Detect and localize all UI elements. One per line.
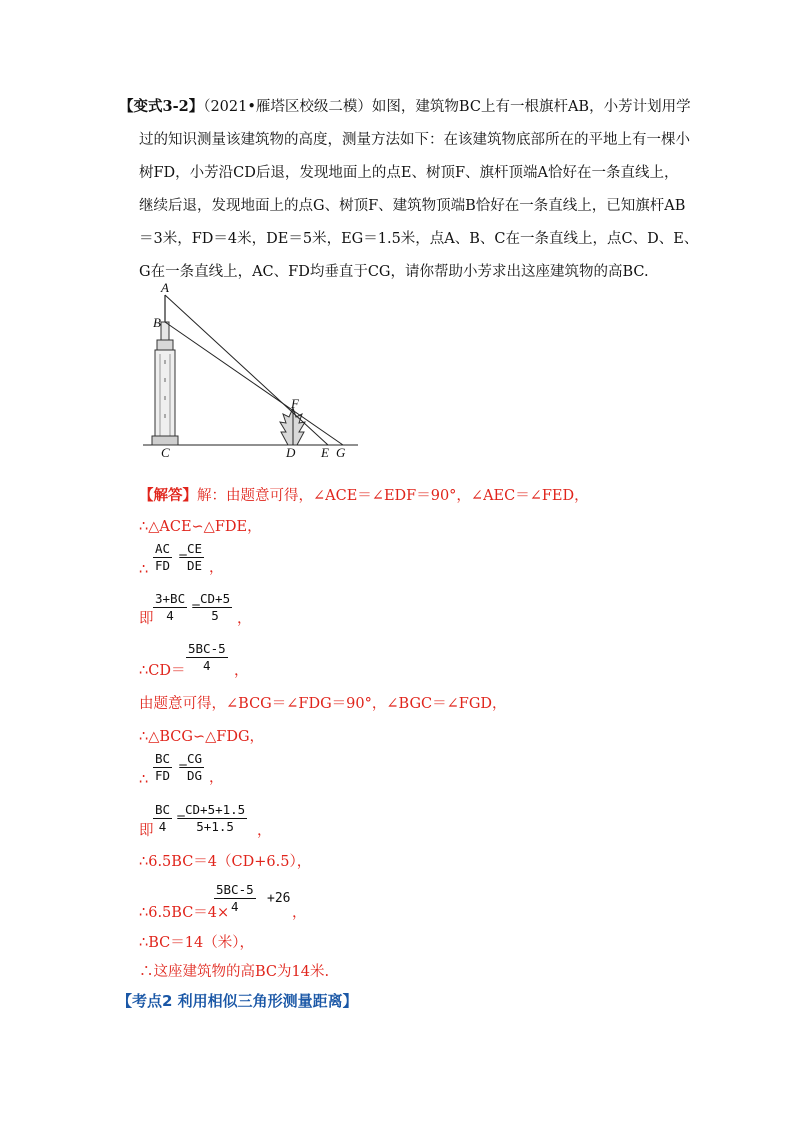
comma-6: ， <box>292 905 307 921</box>
fraction-3bc-4: $\frac{3+BC}{4}$ <box>155 591 186 623</box>
solution-text-1: 解：由题意可得，∠ACE＝∠EDF＝90°，∠AEC＝∠FED， <box>197 488 589 504</box>
solution-line-6a: ∴6.5BC＝4× <box>139 905 230 921</box>
problem-line-1 <box>119 97 691 117</box>
plus-26: +26 <box>267 891 291 906</box>
label-d: D <box>286 445 296 460</box>
solution-tag: 【解答】 <box>139 487 197 504</box>
problem-line-4: 继续后退，发现地面上的点G、树顶F、建筑物顶端B恰好在一条直线上，已知旗杆AB <box>139 198 686 214</box>
building <box>152 322 178 445</box>
fraction-cd65: $\frac{CD+5+1.5}{5+1.5}$ <box>185 802 246 834</box>
solution-line-1 <box>139 486 589 506</box>
line-a-e <box>165 295 328 445</box>
comma-5: ， <box>257 823 272 839</box>
figure-svg <box>140 282 370 462</box>
comma-2: ， <box>237 611 252 627</box>
label-g: G <box>336 445 346 460</box>
fraction-cd5-5: $\frac{CD+5}{5}$ <box>200 591 231 623</box>
solution-line-3: 由题意可得，∠BCG＝∠FDG＝90°，∠BGC＝∠FGD， <box>139 696 507 712</box>
label-b: B <box>153 315 161 330</box>
therefore-2: ∴ <box>139 772 149 788</box>
fraction-bc-fd: $\frac{BC}{FD}$ <box>155 751 171 783</box>
geometry-figure <box>140 282 370 462</box>
cd-equals: ∴CD＝ <box>139 663 186 679</box>
therefore-1: ∴ <box>139 562 149 578</box>
fraction-6: $\frac{5BC-5}{4}$ <box>216 882 254 914</box>
fraction-bc-4: $\frac{BC}{4}$ <box>155 802 171 834</box>
equals-3: = <box>178 759 189 773</box>
label-f: F <box>291 396 299 411</box>
section-heading: 【考点2 利用相似三角形测量距离】 <box>117 992 358 1010</box>
solution-line-7: ∴BC＝14（米）， <box>139 935 254 951</box>
ji-1: 即 <box>139 611 154 627</box>
label-a: A <box>161 280 169 295</box>
equals-1: = <box>178 549 189 563</box>
problem-line-5: ＝3米，FD＝4米，DE＝5米，EG＝1.5米，点A、B、C在一条直线上，点C、D、E、 <box>139 231 699 247</box>
equals-2: = <box>191 599 202 613</box>
solution-line-2: ∴△ACE∽△FDE， <box>139 519 262 535</box>
solution-line-4: ∴△BCG∽△FDG， <box>139 729 265 745</box>
problem-text-1: 如图，建筑物BC上有一根旗杆AB，小芳计划用学 <box>371 99 691 115</box>
ji-2: 即 <box>139 823 154 839</box>
problem-line-6: G在一条直线上，AC、FD均垂直于CG，请你帮助小芳求出这座建筑物的高BC. <box>139 264 649 280</box>
equals-4: = <box>176 810 187 824</box>
comma-1: ， <box>209 560 224 576</box>
solution-line-8: ∴这座建筑物的高BC为14米. <box>139 964 330 980</box>
fraction-ce-de: $\frac{CE}{DE}$ <box>187 541 203 573</box>
problem-tag: 【变式3-2】 <box>119 98 204 115</box>
fraction-cg-dg: $\frac{CG}{DG}$ <box>187 751 203 783</box>
fraction-ac-fd: $\frac{AC}{FD}$ <box>155 541 171 573</box>
comma-4: ， <box>209 770 224 786</box>
solution-line-5: ∴6.5BC＝4（CD+6.5）， <box>139 854 312 870</box>
label-e: E <box>321 445 329 460</box>
fraction-cd-value: $\frac{5BC-5}{4}$ <box>188 641 226 673</box>
problem-source: （2021•雁塔区校级二模） <box>203 99 372 115</box>
problem-line-2: 过的知识测量该建筑物的高度，测量方法如下：在该建筑物底部所在的平地上有一棵小 <box>139 132 690 148</box>
label-c: C <box>161 445 170 460</box>
line-b-g <box>165 322 343 445</box>
comma-3: ， <box>234 663 249 679</box>
problem-line-3: 树FD，小芳沿CD后退，发现地面上的点E、树顶F、旗杆顶端A恰好在一条直线上， <box>139 165 679 181</box>
